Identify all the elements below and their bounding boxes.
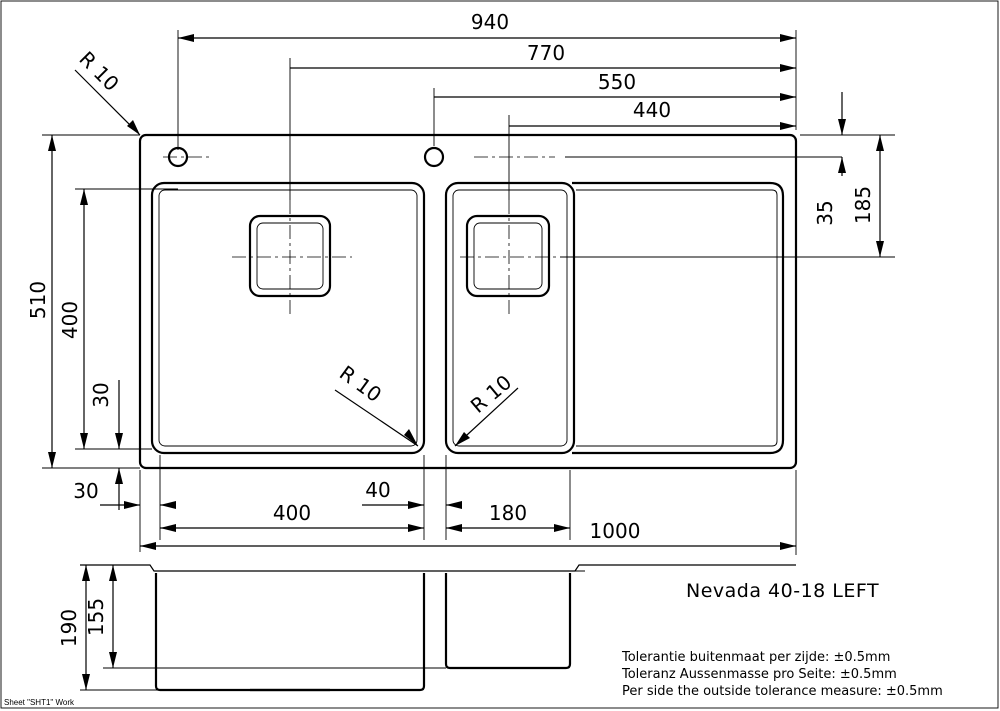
dim-770-label: 770 [526,41,566,65]
dim-510 [26,135,140,468]
dim-155 [84,565,446,668]
dim-155-label: 155 [84,597,108,637]
dim-30-bottom [73,455,176,552]
tolerance-note-nl: Tolerantie buitenmaat per zijde: ±0.5mm [622,650,891,665]
small-bowl [446,183,574,453]
dim-1000 [140,470,796,555]
dim-180-label: 180 [488,501,528,525]
dim-radius-small-bowl [455,370,518,446]
drawing-title: Nevada 40-18 LEFT [686,580,880,602]
dim-400-vertical-label: 400 [58,300,82,340]
dim-770 [290,41,796,200]
dim-40-label: 40 [365,478,391,502]
dim-550-label: 550 [597,70,637,94]
tap-hole-left [163,148,213,166]
dim-30-bottom-label: 30 [73,479,99,503]
tolerance-note-en: Per side the outside tolerance measure: ±0.5mm [622,684,943,699]
dim-radius-corner-label: R 10 [74,46,124,96]
dim-35-label: 35 [813,200,837,226]
dim-440 [509,98,796,200]
section-small-bowl [446,573,570,668]
dim-510-label: 510 [26,280,50,320]
dim-440-label: 440 [632,98,672,122]
dim-185 [851,135,884,257]
dim-radius-small-bowl-label: R 10 [465,370,517,418]
drainer-area [572,183,783,453]
dim-400-horizontal-label: 400 [272,501,312,525]
dim-1000-label: 1000 [589,519,641,543]
dim-radius-corner [74,47,140,135]
dim-400-horizontal [160,501,424,532]
dim-30-vertical-label: 30 [89,382,113,408]
large-bowl [152,183,424,453]
dim-940 [178,10,796,150]
sheet-label: Sheet "SHT1" Work [4,698,74,707]
dim-180 [446,470,570,540]
dim-400-vertical [58,189,178,449]
dim-radius-large-bowl-label: R 10 [335,360,387,407]
dim-940-label: 940 [470,10,510,34]
large-bowl-drain [232,200,352,315]
dim-190-label: 190 [57,608,81,648]
dim-35 [800,92,895,226]
sink-outline [140,135,796,468]
dim-radius-large-bowl [335,361,418,446]
dim-185-label: 185 [851,185,875,225]
tap-hole-right [425,148,842,166]
tolerance-note-de: Toleranz Aussenmasse pro Seite: ±0.5mm [622,667,897,682]
section-large-bowl [156,573,424,690]
